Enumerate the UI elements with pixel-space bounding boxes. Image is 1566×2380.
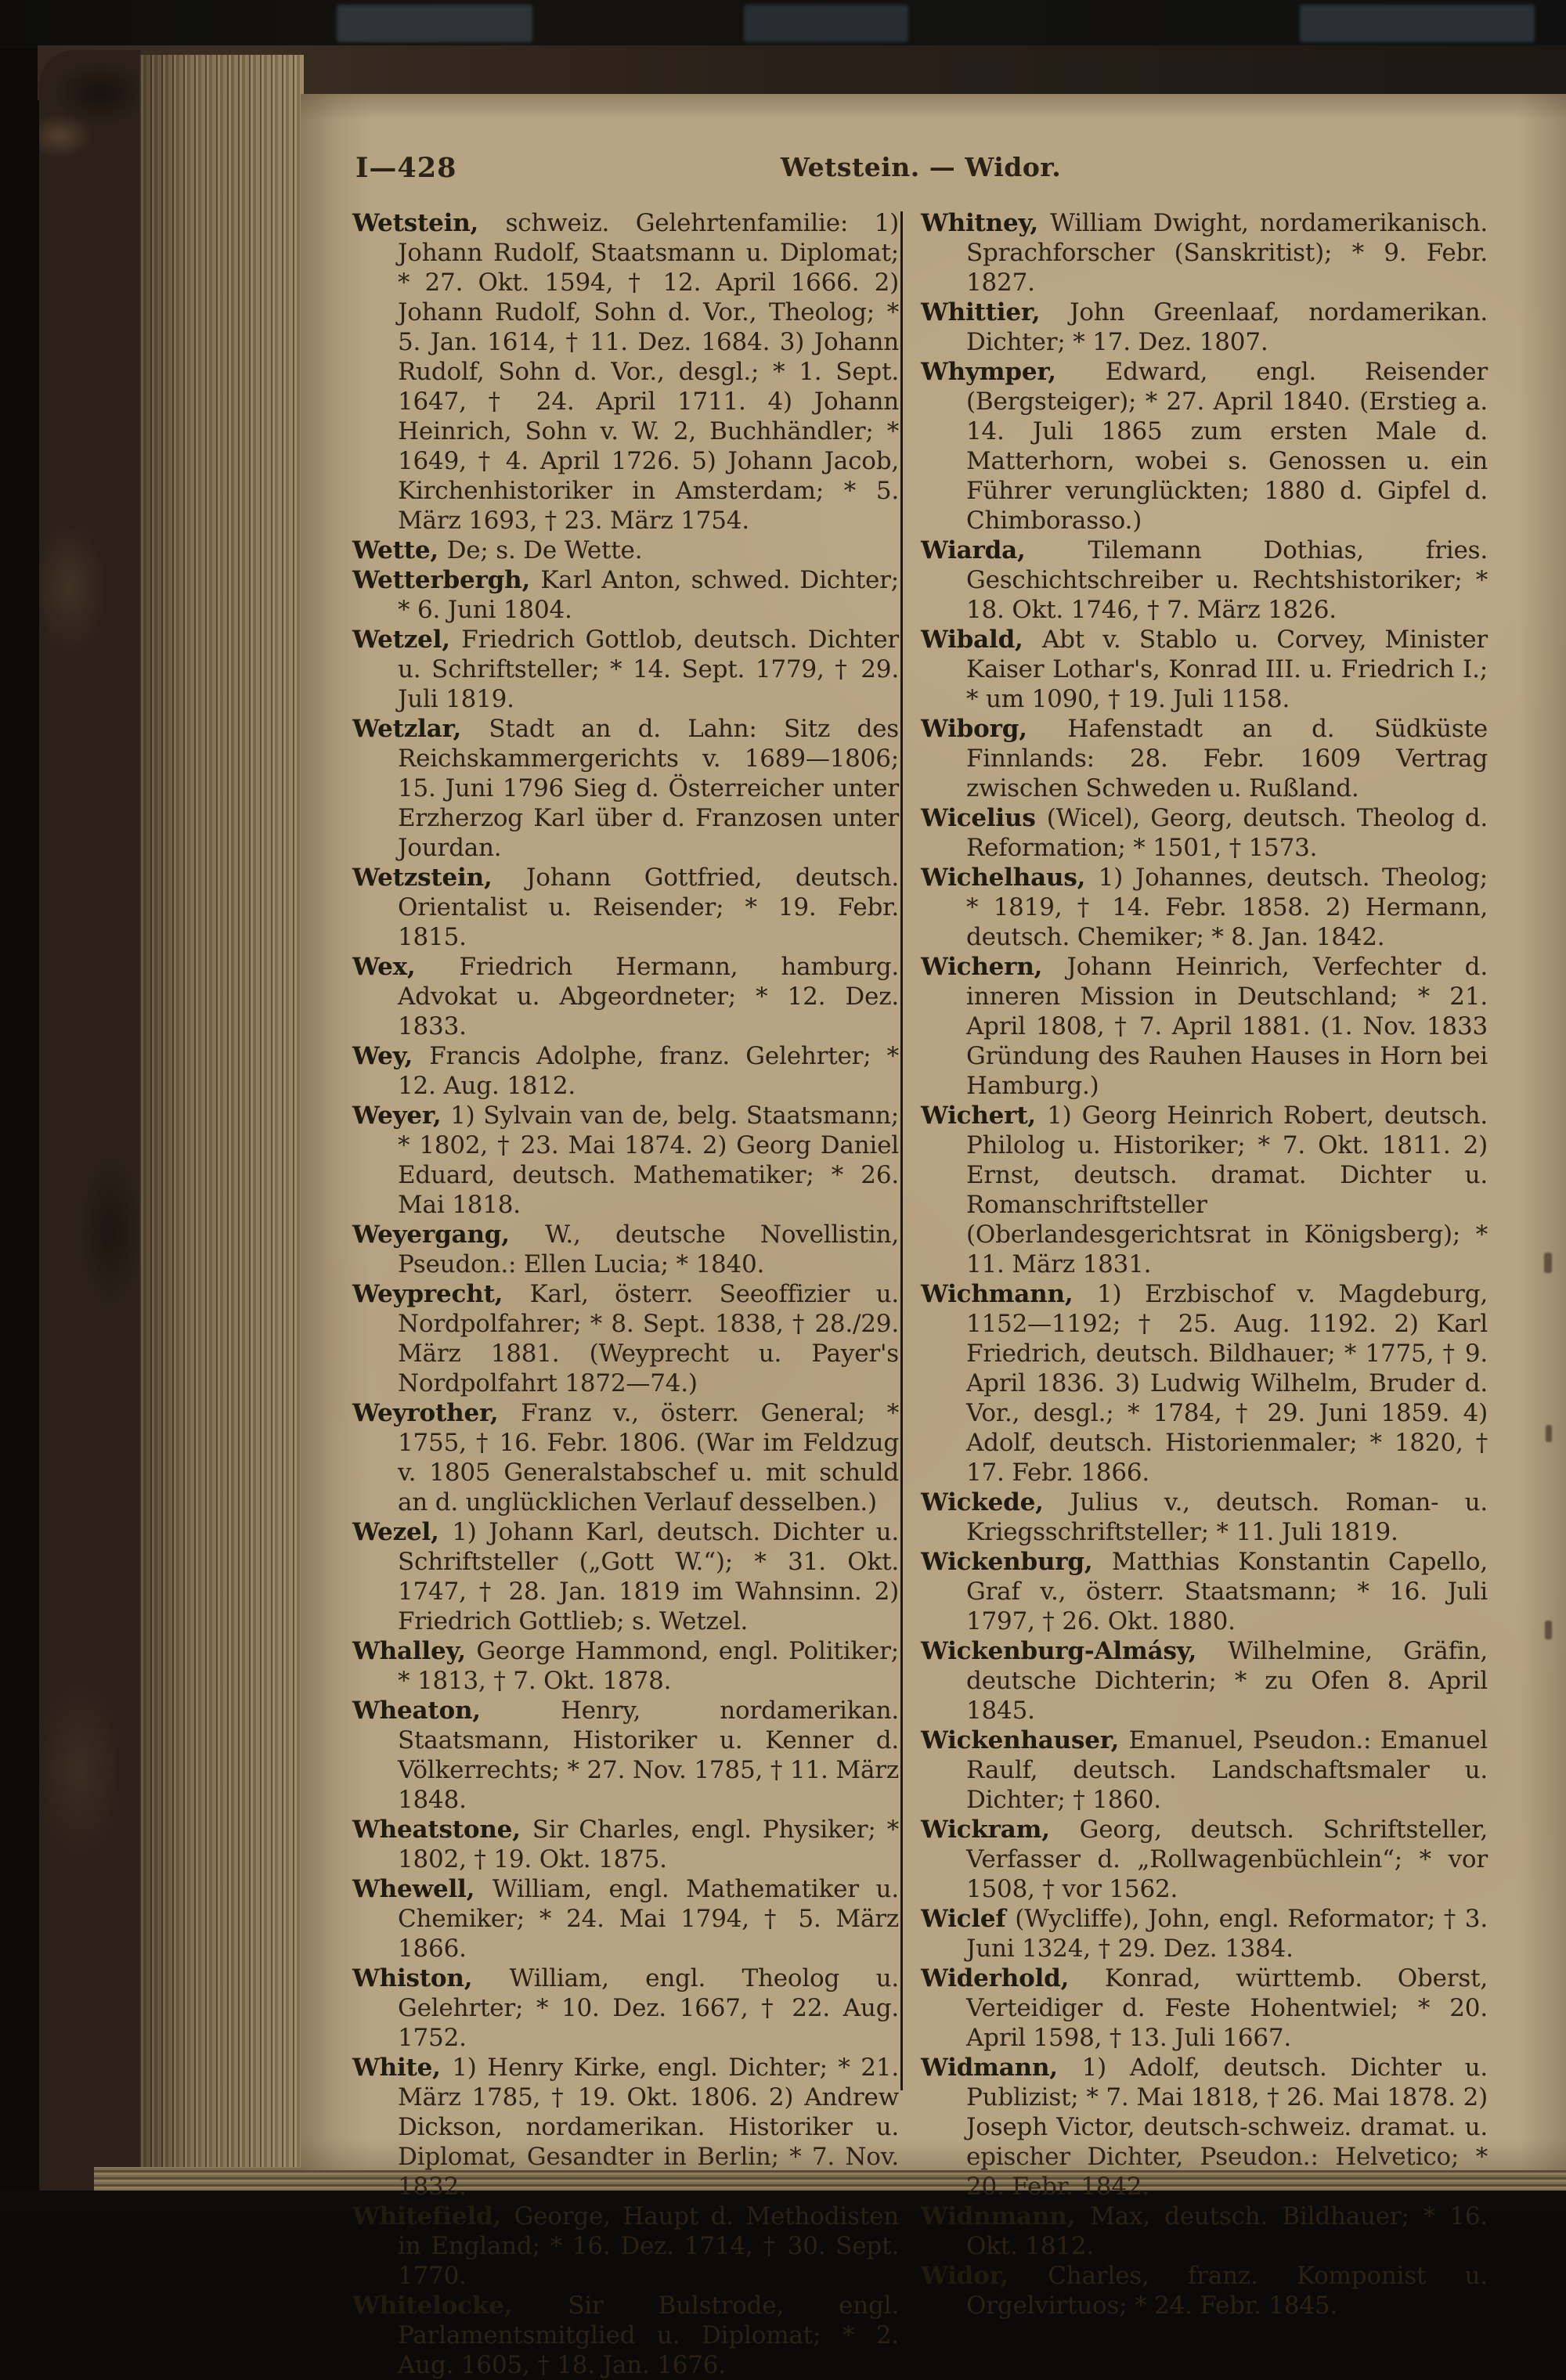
ink-showthrough-mark [1546,1425,1552,1442]
entry-headword: Weyergang, [352,1221,546,1249]
entry-text: Stadt an d. Lahn: Sitz des Reichskammergerichts v. 1689—1806; 15. Juni 1796 Sieg d. Österreicher unter Erzherzog Karl über d. Franzosen unter Jourdan. [398,715,899,862]
dictionary-entry [352,714,899,863]
dictionary-entry [352,952,899,1041]
dictionary-entry [352,208,899,536]
scan-glare-patch [337,5,532,42]
entry-text: W., deutsche Novellistin, Pseudon.: Ellen Lucia; * 1840. [398,1221,899,1278]
entry-headword: Wette, [352,536,447,564]
entry-text: Max, deutsch. Bildhauer; * 16. Okt. 1812. [966,2202,1488,2260]
dictionary-entry [921,1964,1488,2053]
dictionary-entry [352,1964,899,2053]
dictionary-entry [352,1101,899,1220]
dictionary-entry [352,1398,899,1517]
dictionary-entry [921,357,1488,536]
entry-text: William, engl. Theolog u. Gelehrter; * 10. Dez. 1667, † 22. Aug. 1752. [398,1964,899,2052]
dictionary-entry [921,1815,1488,1904]
entry-text: Friedrich Gottlob, deutsch. Dichter u. Schriftsteller; * 14. Sept. 1779, † 29. Juli 1819. [398,626,899,713]
ink-showthrough-mark [1545,1621,1552,1639]
entry-text: De; s. De Wette. [446,536,643,564]
entry-headword: Wheaton, [352,1697,561,1725]
entry-headword: Wickenburg, [921,1548,1112,1576]
ink-showthrough-mark [1544,1253,1552,1273]
entry-text: (Wycliffe), John, engl. Reformator; † 3. Juni 1324, † 29. Dez. 1384. [966,1905,1488,1963]
column-divider-rule [900,211,903,2090]
entry-text: George Hammond, engl. Politiker; * 1813, † 7. Okt. 1878. [398,1637,899,1695]
entry-text: Karl Anton, schwed. Dichter; * 6. Juni 1804. [398,566,899,624]
entry-headword: Wickenburg-Almásy, [921,1637,1229,1665]
entry-text: Sir Bulstrode, engl. Parlamentsmitglied u. Diplomat; * 2. Aug. 1605, † 18. Jan. 1676. [398,2292,900,2379]
entry-text: Hafenstadt an d. Südküste Finnlands: 28. Febr. 1609 Vertrag zwischen Schweden u. Rußland. [966,715,1488,802]
entry-headword: Whittier, [921,298,1070,326]
dictionary-entry [352,625,899,714]
entry-headword: Wichert, [921,1102,1048,1130]
page-number: I—428 [355,152,457,184]
dictionary-entry [352,2053,899,2202]
entry-text: Emanuel, Pseudon.: Emanuel Raulf, deutsch. Landschaftsmaler u. Dichter; † 1860. [966,1726,1488,1814]
entry-text: Matthias Konstantin Capello, Graf v., österr. Staatsmann; * 16. Juli 1797, † 26. Okt. 1880. [966,1548,1488,1635]
entry-headword: Wiborg, [921,715,1068,743]
entry-text: Edward, engl. Reisender (Bergsteiger); * 27. April 1840. (Erstieg a. 14. Juli 1865 zum ersten Male d. Matterhorn, wobei s. Genossen u. ein Führer verunglückten; 1880 d. Gipfel d. Chimborasso.) [966,358,1488,535]
dictionary-entry [921,2202,1488,2261]
entry-headword: Wickram, [921,1816,1080,1844]
entry-headword: Wiarda, [921,536,1088,564]
dictionary-entry [352,1636,899,1696]
dictionary-entry [921,1726,1488,1815]
entry-text: Wilhelmine, Gräfin, deutsche Dichterin; * zu Ofen 8. April 1845. [966,1637,1488,1725]
entry-text: William Dwight, nordamerikanisch. Sprachforscher (Sanskritist); * 9. Febr. 1827. [966,209,1488,297]
entry-text: 1) Adolf, deutsch. Dichter u. Publizist; * 7. Mai 1818, † 26. Mai 1878. 2) Joseph Victor, deutsch-schweiz. dramat. u. epischer Dichter, Pseudon.: Helvetico; * 20. Febr. 1842. [966,2054,1488,2201]
entry-headword: Widmann, [921,2054,1082,2082]
running-title: Wetstein. — Widor. [780,152,1062,182]
dictionary-entry [921,536,1488,625]
dictionary-entry [921,2261,1488,2320]
dictionary-entry [352,536,899,565]
entry-headword: Weyprecht, [352,1280,530,1308]
dictionary-entry [921,298,1488,357]
entry-text: John Greenlaaf, nordamerikan. Dichter; * 17. Dez. 1807. [966,298,1488,356]
dictionary-entry [352,1874,899,1964]
entry-headword: Wibald, [921,626,1042,654]
dictionary-entry [352,2291,899,2380]
entry-headword: Whymper, [921,358,1106,386]
entry-text: Friedrich Hermann, hamburg. Advokat u. Abgeordneter; * 12. Dez. 1833. [398,953,899,1040]
dictionary-entry [921,1101,1488,1279]
dictionary-entry [921,2053,1488,2202]
entry-text: 1) Henry Kirke, engl. Dichter; * 21. März 1785, † 19. Okt. 1806. 2) Andrew Dickson, nordamerikan. Historiker u. Diplomat, Gesandter in Berlin; * 7. Nov. 1832. [398,2054,899,2201]
entry-text: Tilemann Dothias, fries. Geschichtschreiber u. Rechtshistoriker; * 18. Okt. 1746, † 7. März 1826. [966,536,1488,624]
dictionary-entry [352,565,899,625]
entry-text: Karl, österr. Seeoffizier u. Nordpolfahrer; * 8. Sept. 1838, † 28./29. März 1881. (Weyprecht u. Payer's Nordpolfahrt 1872—74.) [398,1280,900,1397]
entry-text: Johann Gottfried, deutsch. Orientalist u. Reisender; * 19. Febr. 1815. [398,864,899,951]
entry-headword: Wey, [352,1042,430,1070]
entry-headword: Wezel, [352,1518,453,1546]
entry-text: Sir Charles, engl. Physiker; * 1802, † 19. Okt. 1875. [398,1816,899,1873]
entry-headword: Whewell, [352,1875,493,1903]
scan-glare-patch [744,5,908,42]
dictionary-entry [921,208,1488,298]
entry-text: Johann Heinrich, Verfechter d. inneren Mission in Deutschland; * 21. April 1808, † 7. April 1881. (1. Nov. 1833 Gründung des Rauhen Hauses in Horn bei Hamburg.) [966,953,1488,1100]
entry-headword: Wheatstone, [352,1816,532,1844]
entry-headword: Wichmann, [921,1280,1097,1308]
dictionary-entry [352,1696,899,1815]
dictionary-entry [352,1815,899,1874]
scan-glare-patch [1300,5,1535,42]
entry-headword: Wetzstein, [352,864,526,892]
page-header [301,152,1566,186]
entry-headword: Wichelhaus, [921,864,1099,892]
dictionary-entry [352,1279,899,1398]
dictionary-entry [352,1220,899,1279]
entry-headword: Weyer, [352,1102,451,1130]
dictionary-entry [352,1517,899,1636]
page-edge-stack-left [139,55,304,2200]
dictionary-entry [921,863,1488,952]
entry-headword: Wetzel, [352,626,462,654]
entry-text: Francis Adolphe, franz. Gelehrter; * 12. Aug. 1812. [398,1042,899,1100]
dictionary-entry [352,1041,899,1101]
dictionary-entry [921,1904,1488,1964]
entry-text: Charles, franz. Komponist u. Orgelvirtuos; * 24. Febr. 1845. [966,2262,1488,2320]
entry-headword: Widnmann, [921,2202,1091,2230]
entry-headword: Whiston, [352,1964,510,1992]
entry-headword: Wichern, [921,953,1067,981]
entry-headword: Weyrother, [352,1399,521,1427]
entry-text: William, engl. Mathematiker u. Chemiker; * 24. Mai 1794, † 5. März 1866. [398,1875,899,1963]
dictionary-entry [352,863,899,952]
dictionary-entry [352,2202,899,2291]
entry-headword: Whitefield, [352,2202,514,2230]
entry-headword: Widor, [921,2262,1048,2290]
entry-headword: Wetstein, [352,209,506,237]
dictionary-entry [921,803,1488,863]
left-column [352,208,899,2380]
entry-text: (Wicel), Georg, deutsch. Theolog d. Reformation; * 1501, † 1573. [966,804,1488,862]
entry-text: Henry, nordamerikan. Staatsmann, Historiker u. Kenner d. Völkerrechts; * 27. Nov. 1785, † 11. März 1848. [398,1697,899,1814]
dictionary-entry [921,714,1488,803]
dictionary-entry [921,1636,1488,1726]
entry-text: 1) Johann Karl, deutsch. Dichter u. Schriftsteller („Gott W.“); * 31. Okt. 1747, † 28. Jan. 1819 im Wahnsinn. 2) Friedrich Gottlieb; s. Wetzel. [398,1518,899,1635]
entry-headword: Whitelocke, [352,2292,568,2320]
entry-headword: Wetzlar, [352,715,489,743]
entry-headword: Widerhold, [921,1964,1105,1992]
dictionary-entry [921,1279,1488,1488]
entry-headword: Whalley, [352,1637,477,1665]
entry-text: Konrad, württemb. Oberst, Verteidiger d. Feste Hohentwiel; * 20. April 1598, † 13. Juli 1667. [966,1964,1488,2052]
entry-headword: Wicelius [921,804,1047,832]
book-page [301,94,1566,2379]
entry-text: Franz v., österr. General; * 1755, † 16. Febr. 1806. (War im Feldzug v. 1805 Generalstabschef u. mit schuld an d. unglücklichen Verlauf desselben.) [398,1399,899,1516]
dictionary-entry [921,625,1488,714]
entry-headword: Wickede, [921,1488,1070,1516]
dictionary-entry [921,1488,1488,1547]
right-column [921,208,1488,2320]
entry-text: 1) Sylvain van de, belg. Staatsmann; * 1802, † 23. Mai 1874. 2) Georg Daniel Eduard, deutsch. Mathematiker; * 26. Mai 1818. [398,1102,899,1219]
entry-headword: Wiclef [921,1905,1016,1933]
entry-text: Abt v. Stablo u. Corvey, Minister Kaiser Lothar's, Konrad III. u. Friedrich I.; * um 1090, † 19. Juli 1158. [966,626,1488,713]
entry-headword: Whitney, [921,209,1051,237]
entry-text: 1) Erzbischof v. Magdeburg, 1152—1192; † 25. Aug. 1192. 2) Karl Friedrich, deutsch. Bildhauer; * 1775, † 9. April 1836. 3) Ludwig Wilhelm, Bruder d. Vor., desgl.; * 1784, † 29. Juni 1859. 4) Adolf, deutsch. Historienmaler; * 1820, † 17. Febr. 1866. [966,1280,1488,1487]
scan-background-top [0,0,1566,49]
dictionary-entry [921,1547,1488,1636]
entry-text: 1) Georg Heinrich Robert, deutsch. Philolog u. Historiker; * 7. Okt. 1811. 2) Ernst, deutsch. dramat. Dichter u. Romanschriftsteller (Oberlandesgerichtsrat in Königsberg); * 11. März 1831. [966,1102,1488,1278]
entry-headword: Wex, [352,953,460,981]
entry-text: George, Haupt d. Methodisten in England; * 16. Dez. 1714, † 30. Sept. 1770. [398,2202,899,2290]
entry-headword: White, [352,2054,453,2082]
entry-text: schweiz. Gelehrtenfamilie: 1) Johann Rudolf, Staatsmann u. Diplomat; * 27. Okt. 1594, † 12. April 1666. 2) Johann Rudolf, Sohn d. Vor., Theolog; * 5. Jan. 1614, † 11. Dez. 1684. 3) Johann Rudolf, Sohn d. Vor., desgl.; * 1. Sept. 1647, † 24. April 1711. 4) Johann Heinrich, Sohn v. W. 2, Buchhändler; * 1649, † 4. April 1726. 5) Johann Jacob, Kirchenhistoriker in Amsterdam; * 5. März 1693, † 23. März 1754. [398,209,900,535]
entry-text: Georg, deutsch. Schriftsteller, Verfasser d. „Rollwagenbüchlein“; * vor 1508, † vor 1562. [966,1816,1488,1903]
entry-headword: Wickenhauser, [921,1726,1129,1754]
entry-text: Julius v., deutsch. Roman- u. Kriegsschriftsteller; * 11. Juli 1819. [966,1488,1488,1546]
entry-text: 1) Johannes, deutsch. Theolog; * 1819, † 14. Febr. 1858. 2) Hermann, deutsch. Chemiker; * 8. Jan. 1842. [966,864,1488,951]
entry-headword: Wetterbergh, [352,566,541,594]
dictionary-entry [921,952,1488,1101]
book-cover-left-edge [39,50,141,2199]
